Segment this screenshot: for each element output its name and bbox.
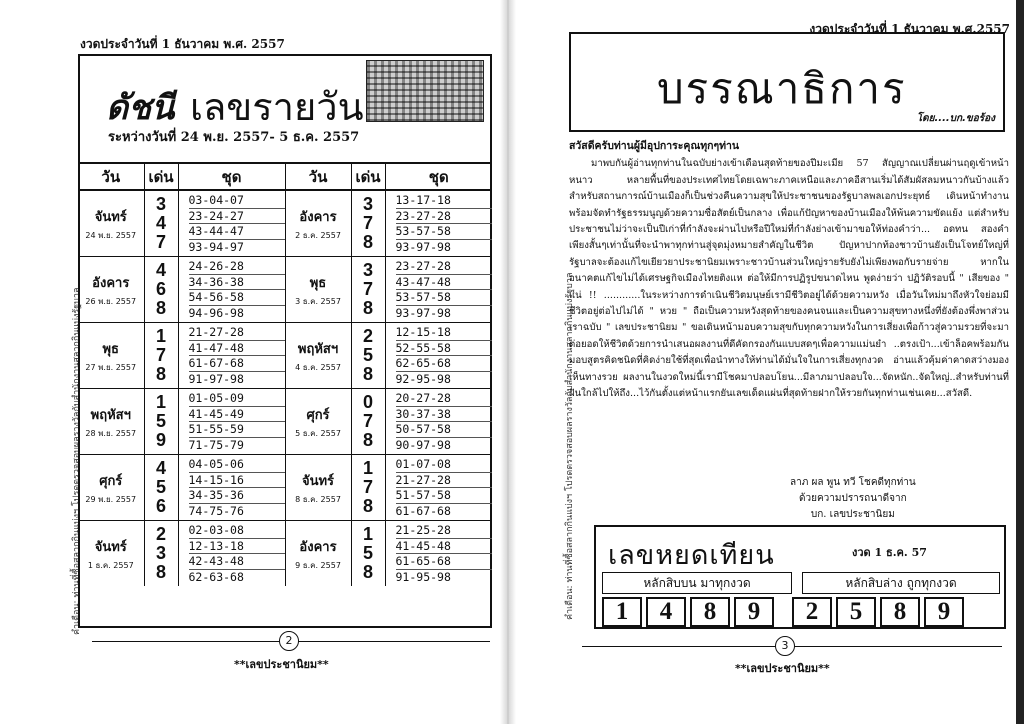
number-set: 01-05-09	[189, 391, 285, 407]
day-date: 9 ธ.ค. 2557	[295, 560, 341, 570]
day-name: ศุกร์	[306, 407, 330, 423]
lead-digit: 0	[362, 392, 373, 412]
number-set-cell	[178, 521, 285, 587]
day-name: พฤหัสฯ	[297, 341, 339, 357]
number-set: 01-07-08	[396, 457, 493, 473]
number-set: 23-27-28	[396, 259, 493, 275]
editorial-body: มาพบกันผู้อ่านทุกท่านในฉบับย่างเข้าเดือนสุดท้ายของปีมะเมีย 57 สัญญาณเปลี่ยนผ่านฤดูเข้าหน้าหนาว หลายพื้นที่ของประเทศไทยโดยเฉพาะภาคเหนือและภาคอีสานเริ่มได้สัมผัสลมหนาวกันบ้างแล้ว สำหรับสถานการณ์บ้านเมืองก็เป็นช่วงคืนความสุขให้ประชาชนของรัฐบาลพลเอกประยุทธ์ เดินหน้าทำงานพร้อมจัดทำรัฐธรรมนูญด้วยความซื่อสัตย์เป็นกลาง เพื่อแก้ปัญหาของบ้านเมืองให้พ้นความขัดแย้ง แต่สำหรับประชาชนไม่ว่าจะเป็นปีเก่าที่กำลังจะผ่านไปหรือปีใหม่ที่กำลังย่างเข้ามาขอให้ท่องคำว่า... อดทน สองคำเพียงสั้นๆเท่านั้นที่จะนำพาทุกท่านสู่จุดมุ่งหมายสำคัญในชีวิต ปัญหาปากท้องชาวบ้านยังเป็นโจทย์ใหญ่ที่ รัฐบาลจะต้องแก้ไขเยียวยาประชานิยมเพราะชาวบ้านส่วนใหญ่รายรับยังไม่เพียงพอกับรายจ่าย หากในอนาคตแก้ไขไม่ได้เศรษฐกิจเมืองไทยติงแห ต่อให้มีการปฏิรูปขนาดไหน พูดง่ายว่า ปฏิวัติรอบนี้ " เสียของ " แน่ !! ............ในระหว่างการดำเนินชีวิตมนุษย์เรามีชีวิตอยู่ได้ด้วยความหวัง เมื่อวันใหม่มาถึงหัวใจย่อมมีชีวิตอยู่ต่อไปไม่ได้ " หวย " ถือเป็นความหวังสุดท้ายของคนจนและเป็นความสุขทางหนึ่งที่ยังต้องพึ่งพาส่วนเราฉบับ " เลขประชานิยม " ขอเดินหน้ามอบความสุขกับทุกความหวังในการเสี่ยงเพื่อก้าวสู่ความรวยที่จะมาต่อยอดให้ชีวิตด้วยการนำเสนอผลงานที่ดีคัดกรองกันแบบสดๆเพื่อความแม่นยำ ..ตรงเป้า...เข้าล็อคพร้อมกันมอบสูตรคิดชนิดที่คิดง่ายใช้ที่สุดเพื่อนำทางให้ท่านได้มั่นใจในการเสี่ยงทุกงวด อ่านแล้วคุ้มค่าคาดสว่างมองเห็นทางรวย ผลงานในงวดใหม่นี้เรามีโชคมาปลอบโยน...มีลาภมาปลอบใจ...จัดหนัก..จัดใหญ่..สำหรับท่านที่ฝันใกล้ไปให้ถึง...ไว้กันตั้งแต่หน้าแรกยันเลขเด็ดแผ่นที่สุดท้ายฝากให้รวยกันทุกท่านเช่นเคย...สวัสดี.	[569, 158, 1009, 400]
lead-digits-cell	[351, 190, 385, 257]
editorial-title: บรรณาธิการ	[657, 64, 907, 113]
number-set: 52-55-58	[396, 341, 493, 357]
number-set-cell	[385, 257, 492, 323]
table-row	[78, 455, 492, 521]
digit-lower: 5	[836, 597, 876, 627]
lead-digit: 7	[155, 232, 166, 252]
digit-upper: 1	[602, 597, 642, 627]
table-header-row	[78, 164, 492, 190]
left-page-header: งวดประจำวันที่ 1 ธันวาคม พ.ศ. 2557	[80, 37, 285, 51]
number-set: 43-44-47	[189, 224, 285, 240]
lead-digit: 6	[155, 279, 166, 299]
day-name: พฤหัสฯ	[90, 407, 131, 423]
lead-digit: 7	[362, 411, 373, 431]
number-set: 74-75-76	[188, 503, 244, 518]
lead-digit: 8	[362, 364, 373, 384]
day-name: จันทร์	[94, 539, 127, 555]
number-set: 93-94-97	[188, 239, 244, 254]
editorial-text	[569, 138, 1009, 403]
candle-numbers-labels	[602, 572, 1000, 594]
number-set: 61-67-68	[189, 356, 285, 372]
lead-digits-cell	[144, 455, 178, 521]
number-set: 03-04-07	[189, 193, 285, 209]
panel-title: เลขรายวัน	[190, 85, 364, 129]
lead-digit: 3	[362, 260, 373, 280]
lead-digits-cell	[144, 389, 178, 455]
number-set: 42-43-48	[189, 554, 285, 570]
col-header-set: ชุด	[385, 164, 492, 190]
number-set: 34-36-38	[189, 275, 285, 291]
number-set: 21-25-28	[396, 523, 493, 539]
number-set: 50-57-58	[396, 422, 493, 438]
number-set: 61-65-68	[396, 554, 493, 570]
number-set: 92-95-98	[395, 371, 451, 386]
number-set-cell	[385, 389, 492, 455]
day-cell	[285, 521, 351, 587]
number-set-cell	[178, 455, 285, 521]
number-set: 24-26-28	[189, 259, 285, 275]
lead-digit: 9	[155, 430, 166, 450]
number-set: 53-57-58	[396, 290, 493, 306]
page-number: 2	[279, 631, 299, 651]
number-set: 94-96-98	[188, 305, 244, 320]
number-set: 51-55-59	[189, 422, 285, 438]
day-cell	[78, 389, 144, 455]
day-cell	[285, 323, 351, 389]
number-set: 34-35-36	[189, 488, 285, 504]
digit-separator	[778, 597, 788, 627]
lead-digit: 7	[155, 345, 166, 365]
lead-digit: 3	[155, 194, 166, 214]
date-range: ระหว่างวันที่ 24 พ.ย. 2557- 5 ธ.ค. 2557	[108, 130, 360, 145]
table-row	[78, 521, 492, 587]
page-gutter	[500, 0, 516, 724]
lead-digit: 7	[362, 213, 373, 233]
daily-numbers-title-block	[78, 54, 492, 164]
lead-digit: 5	[155, 477, 166, 497]
day-name: จันทร์	[301, 473, 335, 489]
number-set: 91-95-98	[395, 569, 451, 584]
lead-digit: 1	[155, 326, 166, 346]
scan-edge	[1016, 0, 1024, 724]
number-set: 51-57-58	[396, 488, 493, 504]
label-lower: หลักสิบล่าง ถูกทุกงวด	[802, 572, 1000, 594]
left-footer: **เลขประชานิยม**	[234, 658, 329, 671]
number-set: 61-67-68	[395, 503, 451, 518]
editorial-byline: โดย....บก.ขอร้อง	[916, 113, 995, 124]
col-header-day: วัน	[78, 164, 144, 190]
lead-digit: 3	[362, 194, 373, 214]
lead-digits-cell	[144, 257, 178, 323]
lead-digit: 8	[362, 496, 373, 516]
lead-digit: 8	[155, 298, 166, 318]
number-set: 53-57-58	[396, 224, 493, 240]
number-set: 43-47-48	[396, 275, 493, 291]
day-date: 28 พ.ย. 2557	[85, 428, 137, 438]
lead-digits-cell	[351, 521, 385, 587]
right-page-header: งวดประจำวันที่ 1 ธันวาคม พ.ศ.2557	[809, 22, 1010, 36]
daily-numbers-table	[78, 164, 492, 586]
number-set: 54-56-58	[189, 290, 285, 306]
lead-digit: 6	[155, 496, 166, 516]
number-set: 90-97-98	[395, 437, 451, 452]
number-set: 12-13-18	[189, 539, 285, 555]
lead-digit: 8	[362, 430, 373, 450]
number-set-cell	[178, 257, 285, 323]
number-set: 02-03-08	[189, 523, 285, 539]
digit-upper: 8	[690, 597, 730, 627]
day-date: 1 ธ.ค. 2557	[87, 560, 134, 570]
day-date: 29 พ.ย. 2557	[85, 494, 137, 504]
day-cell	[285, 190, 351, 257]
day-cell	[78, 521, 144, 587]
day-name: อังคาร	[92, 275, 130, 291]
right-footer: **เลขประชานิยม**	[735, 662, 830, 675]
digit-upper: 4	[646, 597, 686, 627]
label-upper: หลักสิบบน มาทุกงวด	[602, 572, 792, 594]
day-date: 24 พ.ย. 2557	[85, 230, 137, 240]
number-set: 23-24-27	[189, 209, 285, 225]
lead-digit: 8	[362, 232, 373, 252]
number-set: 41-45-49	[189, 407, 285, 423]
table-row	[78, 323, 492, 389]
lead-digit: 7	[362, 279, 373, 299]
lead-digits-cell	[144, 521, 178, 587]
lead-digit: 4	[155, 458, 166, 478]
day-cell	[285, 455, 351, 521]
lead-digits-cell	[351, 455, 385, 521]
lead-digit: 1	[362, 458, 373, 478]
page-number: 3	[775, 636, 795, 656]
number-set: 93-97-98	[395, 305, 451, 320]
day-name: จันทร์	[94, 209, 127, 225]
day-name: พุธ	[102, 341, 119, 357]
digit-lower: 9	[924, 597, 964, 627]
day-cell	[78, 190, 144, 257]
signoff-line: บก. เลขประชานิยม	[810, 509, 895, 520]
day-name: ศุกร์	[99, 473, 123, 489]
number-set-cell	[178, 389, 285, 455]
number-set-cell	[385, 521, 492, 587]
day-date: 8 ธ.ค. 2557	[295, 494, 341, 504]
number-set: 04-05-06	[189, 457, 285, 473]
day-cell	[285, 389, 351, 455]
lead-digit: 3	[155, 543, 166, 563]
signoff-line: ลาภ ผล พูน ทวี โชคดีทุกท่าน	[790, 477, 916, 488]
number-set: 23-27-28	[396, 209, 493, 225]
day-name: พุธ	[309, 275, 327, 291]
lead-digit: 5	[362, 543, 373, 563]
table-row	[78, 389, 492, 455]
illustration-image	[366, 60, 484, 122]
day-name: อังคาร	[299, 539, 337, 555]
number-set-cell	[385, 190, 492, 257]
editorial-greeting: สวัสดีครับท่านผู้มีอุปการะคุณทุกๆท่าน	[569, 140, 740, 152]
day-date: 4 ธ.ค. 2557	[295, 362, 341, 372]
editorial-title-frame	[569, 32, 1005, 132]
day-cell	[285, 257, 351, 323]
col-header-lead: เด่น	[351, 164, 385, 190]
day-date: 5 ธ.ค. 2557	[295, 428, 341, 438]
number-set-cell	[178, 190, 285, 257]
number-set: 13-17-18	[396, 193, 493, 209]
lead-digit: 4	[155, 260, 166, 280]
lead-digit: 8	[362, 562, 373, 582]
day-date: 2 ธ.ค. 2557	[295, 230, 341, 240]
lead-digit: 2	[362, 326, 373, 346]
number-set: 20-27-28	[396, 391, 493, 407]
signoff-line: ด้วยความปรารถนาดีจาก	[798, 493, 907, 504]
brand-logo: ดัชนี	[106, 88, 175, 128]
number-set: 14-15-16	[189, 473, 285, 489]
right-side-note: คำเตือน: ท่านที่ซื้อสลากกินแบ่งฯ โปรดตรวจสอบผลรางวัลกับสำนักงานสลากกินแบ่งรัฐบาล	[565, 272, 575, 620]
number-set: 21-27-28	[396, 473, 493, 489]
day-cell	[78, 257, 144, 323]
lead-digit: 1	[362, 524, 373, 544]
number-set: 30-37-38	[396, 407, 493, 423]
day-name: อังคาร	[299, 209, 337, 225]
day-date: 27 พ.ย. 2557	[85, 362, 137, 372]
lead-digit: 4	[155, 213, 166, 233]
lead-digit: 5	[362, 345, 373, 365]
number-set: 93-97-98	[395, 239, 451, 254]
table-row	[78, 257, 492, 323]
lead-digit: 2	[155, 524, 166, 544]
number-set: 62-63-68	[188, 569, 244, 584]
lead-digits-cell	[351, 257, 385, 323]
col-header-day: วัน	[285, 164, 351, 190]
lead-digits-cell	[351, 323, 385, 389]
left-side-note: คำเตือน: ท่านที่ซื้อสลากกินแบ่งฯ โปรดตรวจสอบผลรางวัลกับสำนักงานสลากกินแบ่งรัฐบาล	[72, 287, 82, 635]
col-header-set: ชุด	[178, 164, 285, 190]
number-set: 41-45-48	[396, 539, 493, 555]
day-date: 3 ธ.ค. 2557	[295, 296, 341, 306]
number-set: 21-27-28	[189, 325, 285, 341]
lead-digits-cell	[351, 389, 385, 455]
lead-digit: 5	[155, 411, 166, 431]
number-set: 62-65-68	[396, 356, 493, 372]
lead-digits-cell	[144, 190, 178, 257]
col-header-lead: เด่น	[144, 164, 178, 190]
number-set-cell	[385, 455, 492, 521]
number-set: 91-97-98	[188, 371, 244, 386]
lead-digits-cell	[144, 323, 178, 389]
digit-lower: 8	[880, 597, 920, 627]
number-set-cell	[385, 323, 492, 389]
lead-digit: 8	[362, 298, 373, 318]
number-set-cell	[178, 323, 285, 389]
lead-digit: 1	[155, 392, 166, 412]
lead-digit: 8	[155, 562, 166, 582]
candle-numbers-box	[594, 525, 1006, 629]
candle-numbers-date: งวด 1 ธ.ค. 57	[852, 546, 927, 559]
number-set: 41-47-48	[189, 341, 285, 357]
lead-digit: 7	[362, 477, 373, 497]
table-row	[78, 190, 492, 257]
day-cell	[78, 323, 144, 389]
digit-lower: 2	[792, 597, 832, 627]
editorial-signoff	[790, 475, 916, 523]
lead-digit: 8	[155, 364, 166, 384]
candle-digits	[602, 597, 964, 627]
candle-numbers-title: เลขหยดเทียน	[608, 540, 775, 571]
day-cell	[78, 455, 144, 521]
number-set: 12-15-18	[396, 325, 493, 341]
number-set: 71-75-79	[188, 437, 244, 452]
digit-upper: 9	[734, 597, 774, 627]
day-date: 26 พ.ย. 2557	[85, 296, 137, 306]
